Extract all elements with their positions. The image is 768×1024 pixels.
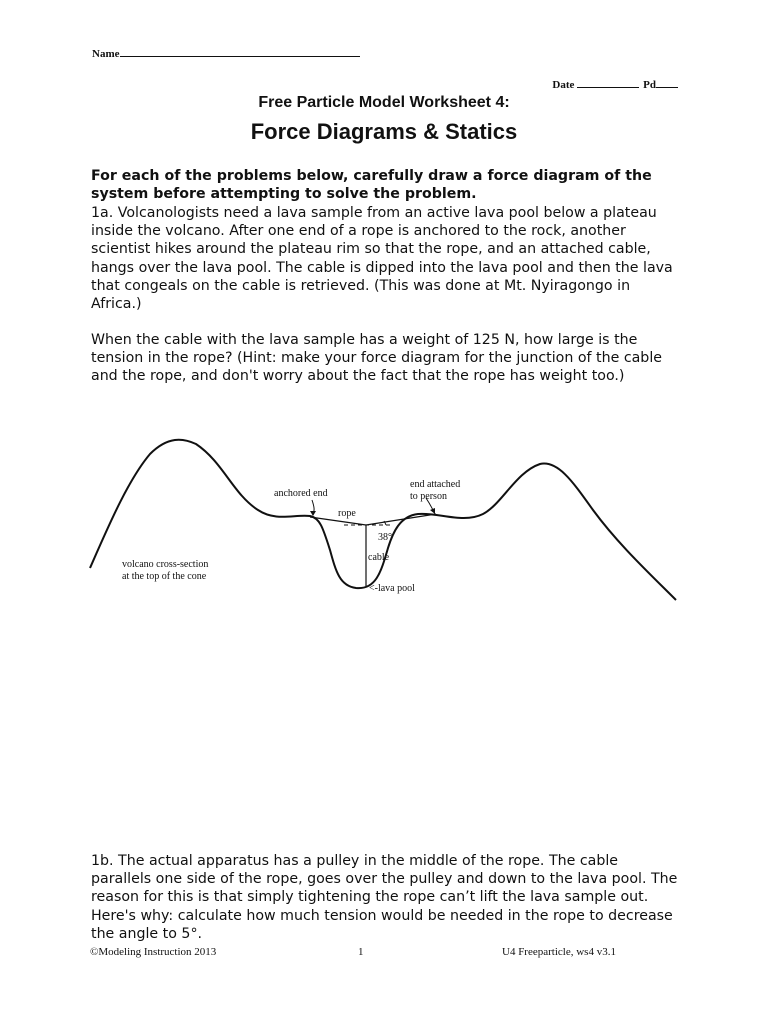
problem-1a-text: 1a. Volcanologists need a lava sample from an active lava pool below a plateau inside the volcano. After one end of a rope is anchored to the rock, another scientist hikes around the plateau rim so that the rope, and an attached cable, hangs over the lava pool. The cable is dipped into the lava pool and then the lava that congeals on the cable is retrieved. (This was done at Mt. Nyiragongo in Africa.): [91, 205, 673, 313]
volcano-diagram: [88, 432, 680, 604]
date-blank-line: [577, 77, 639, 88]
period-label: Pd: [643, 79, 656, 91]
page-footer: [90, 946, 680, 962]
problem-1a-question: When the cable with the lava sample has a weight of 125 N, how large is the tension in the rope? (Hint: make your force diagram for the junction of the cable and the rope, and don't worry about the fact that the rope has weight too.): [91, 332, 662, 385]
worksheet-title: Force Diagrams & Statics: [250, 119, 518, 144]
footer-page-number: 1: [358, 946, 364, 958]
footer-copyright: ©Modeling Instruction 2013: [90, 946, 217, 958]
instructions: For each of the problems below, carefully draw a force diagram of the system before attempting to solve the problem.: [91, 168, 652, 203]
footer-doc-id: U4 Freeparticle, ws4 v3.1: [502, 946, 616, 958]
name-blank-line: [120, 46, 360, 57]
date-label: Date: [552, 79, 575, 91]
label-lava-pool: <-lava pool: [369, 583, 415, 594]
period-blank-line: [656, 77, 678, 88]
label-angle: 38°: [378, 532, 392, 543]
name-label: Name: [92, 48, 120, 60]
label-rope: rope: [338, 508, 356, 519]
label-end-attached: end attached: [410, 479, 461, 490]
problem-1b-text: 1b. The actual apparatus has a pulley in the middle of the rope. The cable parallels one side of the rope, goes over the pulley and down to the lava pool. The reason for this is that simply tightening the rope can’t lift the lava sample out. Here's why: calculate how much tension would be needed in the rope to decrease the angle to 5°.: [91, 853, 678, 942]
label-cable: cable: [368, 552, 390, 563]
date-period-field: [552, 77, 678, 91]
label-anchored-end: anchored end: [274, 488, 328, 499]
label-to-person: to person: [410, 491, 447, 502]
worksheet-subtitle: Free Particle Model Worksheet 4:: [258, 94, 510, 111]
label-cross-section-2: at the top of the cone: [122, 571, 207, 582]
label-cross-section-1: volcano cross-section: [122, 559, 209, 570]
name-field: [92, 46, 360, 60]
